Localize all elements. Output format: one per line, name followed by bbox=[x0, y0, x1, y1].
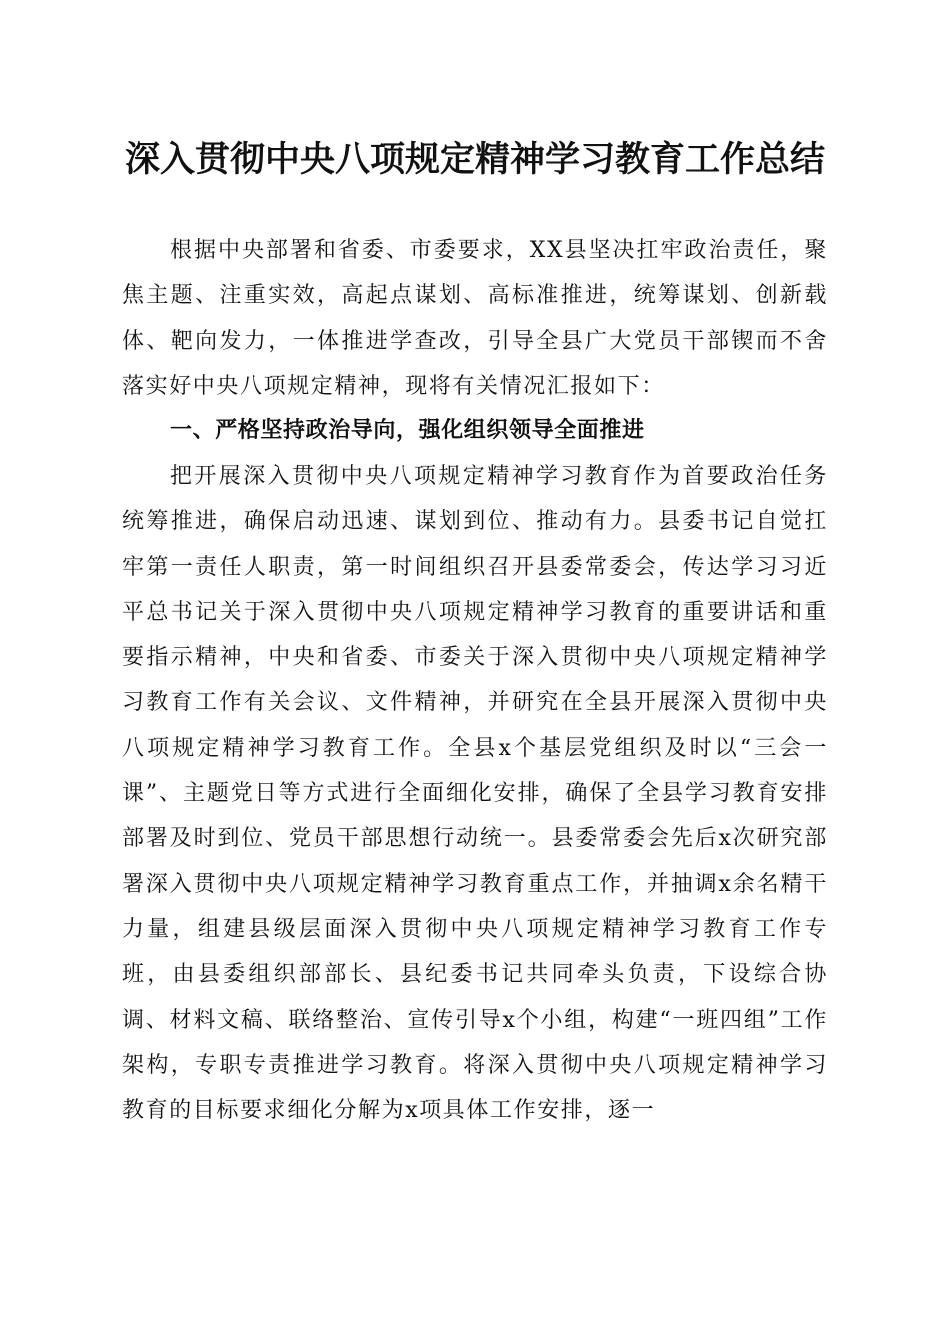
document-title: 深入贯彻中央八项规定精神学习教育工作总结 bbox=[124, 139, 825, 180]
intro-paragraph-block bbox=[122, 228, 828, 409]
intro-paragraph: 根据中央部署和省委、市委要求，XX县坚决扛牢政治责任，聚焦主题、注重实效，高起点谋划、高标准推进，统筹谋划、创新载体、靶向发力，一体推进学查改，引导全县广大党员干部锲而不舍落实好中央八项规定精神，现将有关情况汇报如下： bbox=[122, 238, 828, 399]
body-paragraph-block bbox=[122, 454, 828, 1133]
section-heading: 一、严格坚持政治导向，强化组织领导全面推进 bbox=[170, 418, 645, 443]
body-paragraph: 把开展深入贯彻中央八项规定精神学习教育作为首要政治任务统筹推进，确保启动迅速、谋划到位、推动有力。县委书记自觉扛牢第一责任人职责，第一时间组织召开县委常委会，传达学习习近平总书记关于深入贯彻中央八项规定精神学习教育的重要讲话和重要指示精神，中央和省委、市委关于深入贯彻中央八项规定精神学习教育工作有关会议、文件精神，并研究在全县开展深入贯彻中央八项规定精神学习教育工作。全县x个基层党组织及时以“三会一课”、主题党日等方式进行全面细化安排，确保了全县学习教育安排部署及时到位、党员干部思想行动统一。县委常委会先后x次研究部署深入贯彻中央八项规定精神学习教育重点工作，并抽调x余名精干力量，组建县级层面深入贯彻中央八项规定精神学习教育工作专班，由县委组织部部长、县纪委书记共同牵头负责，下设综合协调、材料文稿、联络整治、宣传引导x个小组，构建“一班四组”工作架构，专职专责推进学习教育。将深入贯彻中央八项规定精神学习教育的目标要求细化分解为x项具体工作安排，逐一 bbox=[122, 464, 828, 1124]
